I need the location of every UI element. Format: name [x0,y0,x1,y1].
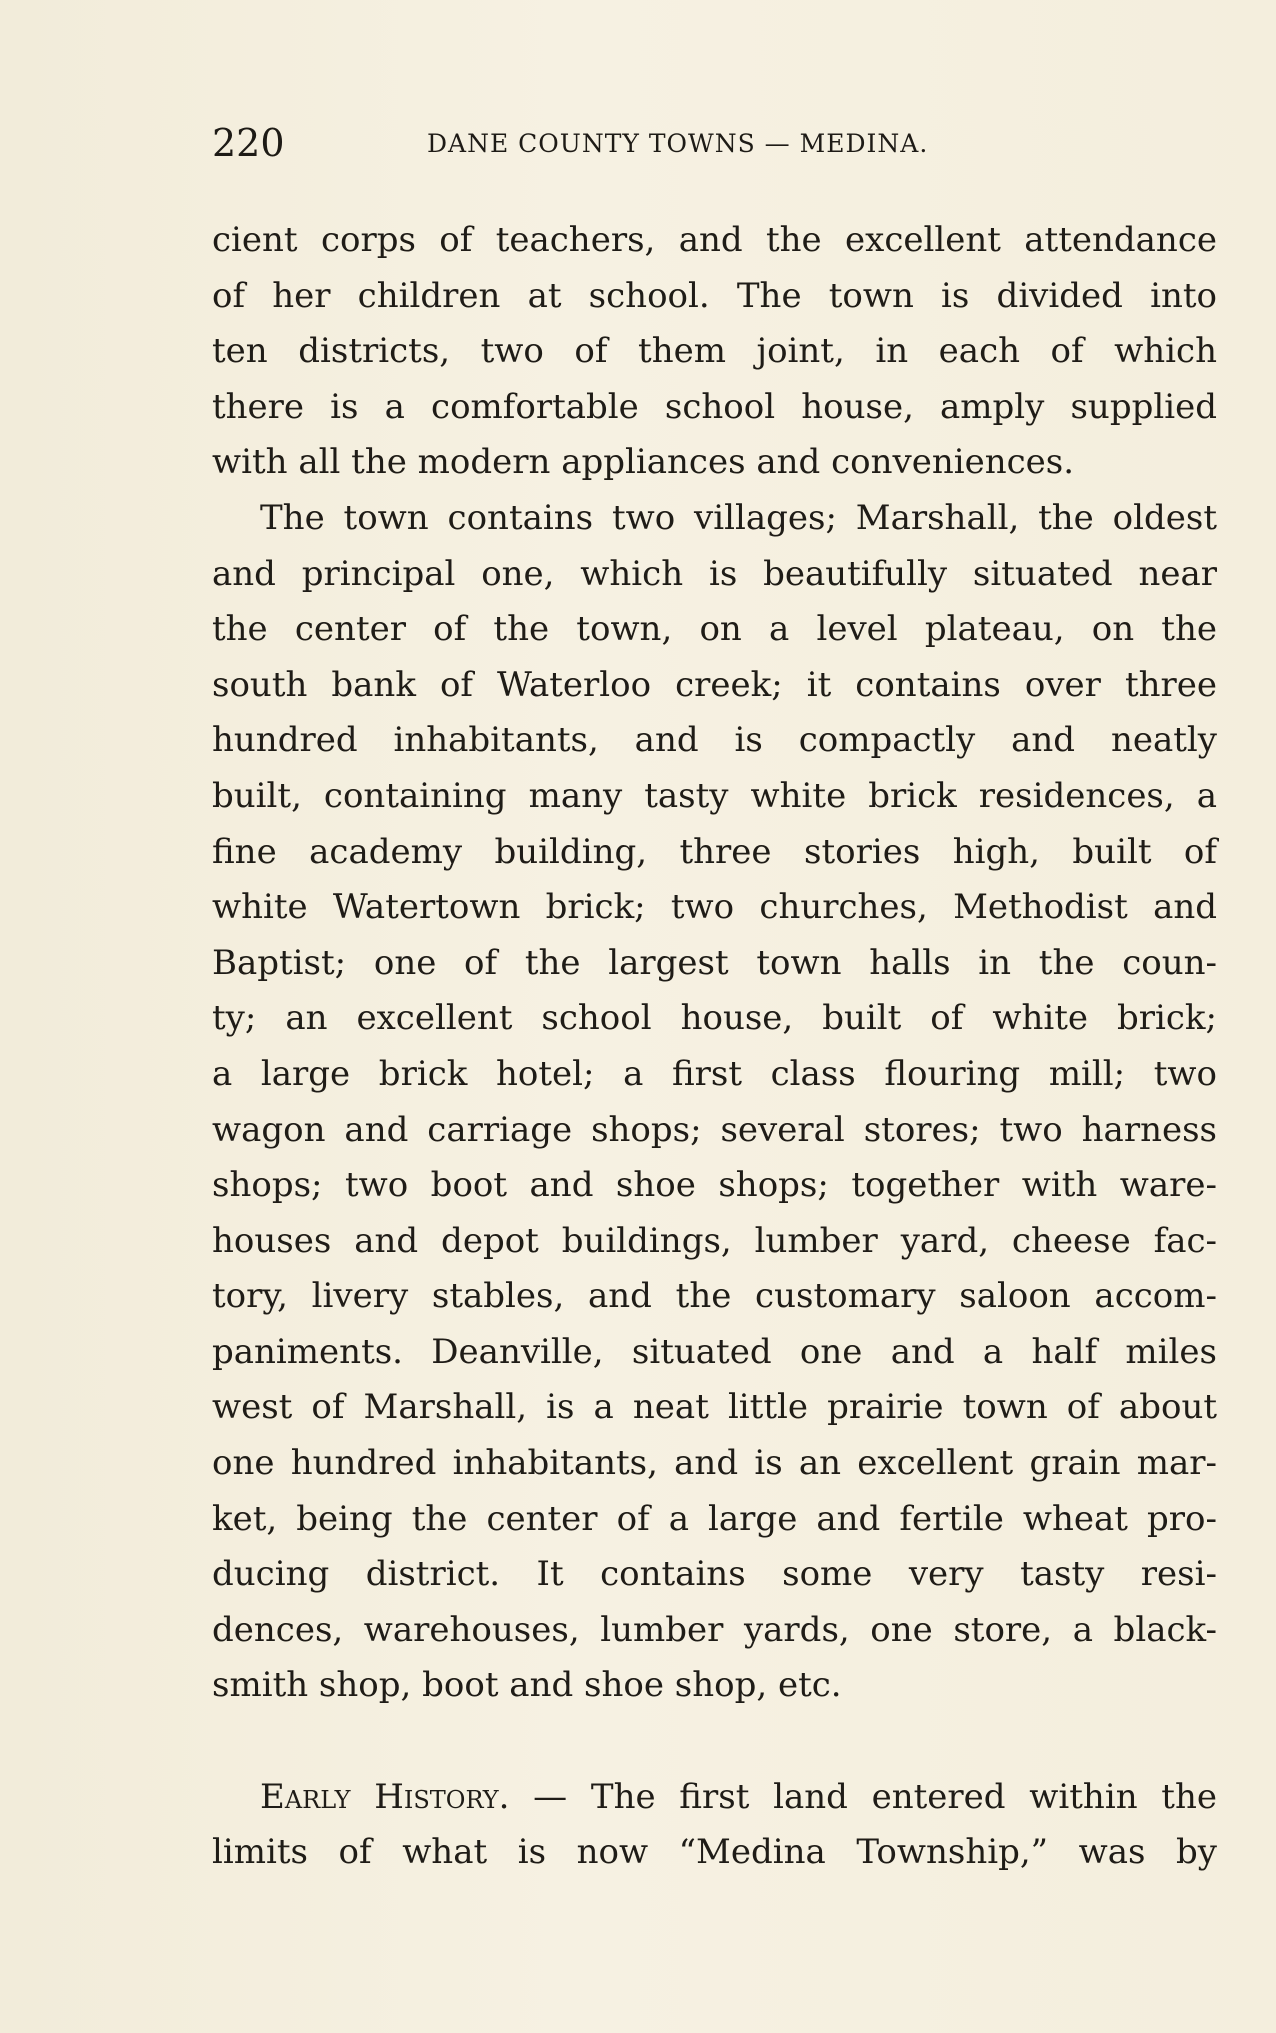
text-line: Baptist; one of the largest town halls in the coun- [212,942,1217,983]
text-line: white Watertown brick; two churches, Methodist and [212,887,1217,928]
text-line: ducing district. It contains some very tasty resi- [212,1554,1217,1595]
text-line: ten districts, two of them joint, in each of which [212,331,1217,372]
text-line: with all the modern appliances and conveniences. [212,442,1075,483]
text-line: The town contains two villages; Marshall, the oldest [260,497,1217,538]
page-header [212,118,1212,168]
page-number: 220 [212,121,285,165]
text-line: the center of the town, on a level plateau, on the [212,609,1217,650]
text-line: houses and depot buildings, lumber yard, cheese fac- [212,1220,1217,1261]
text-line: a large brick hotel; a first class flouring mill; two [212,1053,1217,1094]
text-line: shops; two boot and shoe shops; together with ware- [212,1165,1217,1206]
text-line: fine academy building, three stories high, built of [212,831,1217,872]
text-line: ket, being the center of a large and fertile wheat pro- [212,1498,1217,1539]
text-line: south bank of Waterloo creek; it contains over three [212,664,1217,705]
body-text [212,213,1217,1881]
text-line: hundred inhabitants, and is compactly and neatly [212,720,1217,761]
paragraph-gap [212,1714,1217,1770]
text-line: there is a comfortable school house, amply supplied [212,386,1217,427]
running-head: DANE COUNTY TOWNS — MEDINA. [427,129,929,158]
text-line: wagon and carriage shops; several stores; two harness [212,1109,1217,1150]
text-line: and principal one, which is beautifully situated near [212,553,1217,594]
text-line: limits of what is now “Medina Township,” was by [212,1832,1217,1873]
text-line: of her children at school. The town is divided into [212,275,1217,316]
text-line: dences, warehouses, lumber yards, one store, a black- [212,1609,1217,1650]
text-line: paniments. Deanville, situated one and a half miles [212,1331,1217,1372]
text-line: smith shop, boot and shoe shop, etc. [212,1665,842,1706]
text-line: west of Marshall, is a neat little prairie town of about [212,1387,1217,1428]
text-line: cient corps of teachers, and the excellent attendance [212,220,1217,260]
text-line: one hundred inhabitants, and is an excellent grain mar- [212,1443,1217,1484]
text-line: tory, livery stables, and the customary saloon accom- [212,1276,1217,1317]
text-line: ty; an excellent school house, built of white brick; [212,998,1217,1039]
text-line: built, containing many tasty white brick residences, a [212,775,1217,816]
section-first-line [212,1770,1217,1826]
section-heading: Early History. [260,1776,510,1817]
section-line-text: — The first land entered within the [509,1776,1217,1817]
